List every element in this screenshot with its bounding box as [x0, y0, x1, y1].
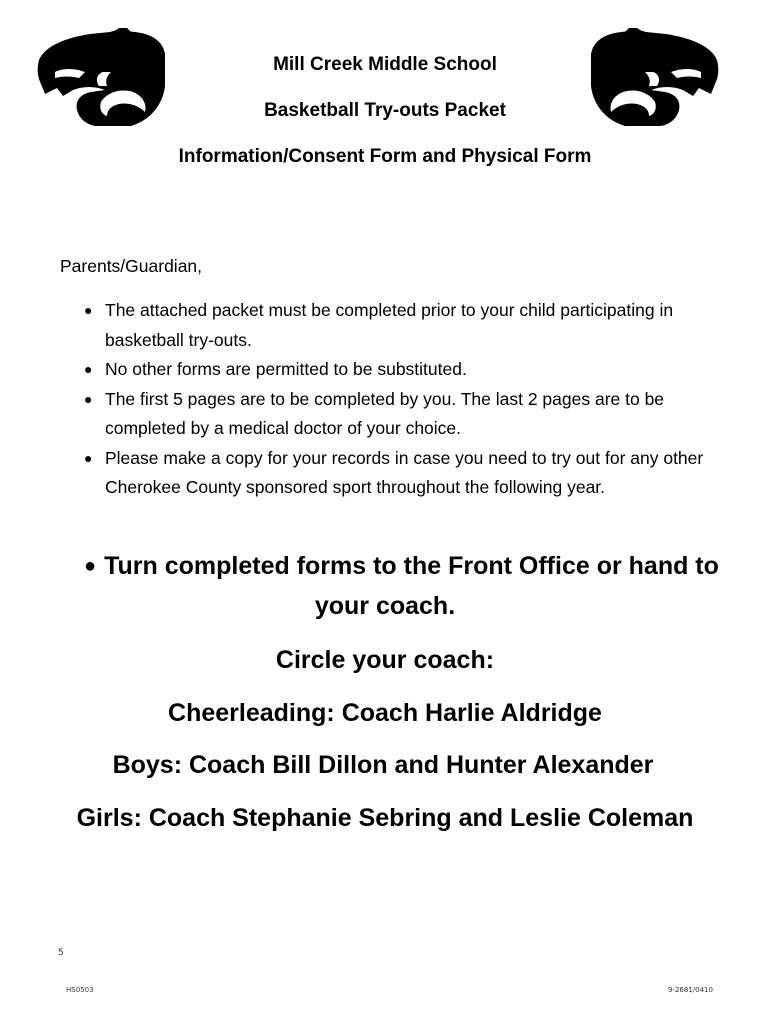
school-name-heading: Mill Creek Middle School [273, 54, 497, 75]
list-item-text: Please make a copy for your records in case you need to try out for any other Cherokee County sponsored sport throughout the following year. [105, 447, 704, 497]
list-item-text: The attached packet must be completed prior to your child participating in basketball try-outs. [105, 300, 674, 350]
requirements-list [84, 296, 714, 503]
turn-in-line-2: your coach. [314, 592, 456, 620]
list-item [84, 444, 714, 503]
cheerleading-coach-option: Cheerleading: Coach Harlie Aldridge [168, 699, 602, 727]
packet-title-heading: Basketball Try-outs Packet [264, 100, 506, 121]
list-item-text: The first 5 pages are to be completed by you. The last 2 pages are to be completed by a medical doctor of your choice. [105, 388, 665, 438]
form-code-right: 9-2681/0410 [668, 986, 713, 994]
list-item [84, 296, 714, 355]
bullet-icon: ● [84, 361, 93, 377]
girls-coach-option: Girls: Coach Stephanie Sebring and Leslie Coleman [76, 804, 694, 832]
bullet-icon: ● [84, 449, 93, 466]
bullet-icon: ● [84, 390, 93, 407]
circle-coach-heading: Circle your coach: [275, 646, 495, 674]
turn-in-instruction [84, 552, 719, 581]
letter-greeting: Parents/Guardian, [60, 256, 203, 276]
boys-coach-option: Boys: Coach Bill Dillon and Hunter Alexander [112, 751, 654, 779]
forms-subtitle-heading: Information/Consent Form and Physical Form [178, 146, 592, 167]
turn-in-line-1: Turn completed forms to the Front Office or hand to [104, 552, 719, 580]
form-code-left: HS0503 [66, 986, 94, 994]
bullet-icon: ● [84, 555, 97, 577]
list-item [84, 355, 714, 385]
list-item-text: No other forms are permitted to be substituted. [105, 359, 467, 379]
bullet-icon: ● [84, 302, 93, 318]
list-item [84, 385, 714, 444]
page-mark: 5 [58, 948, 64, 958]
